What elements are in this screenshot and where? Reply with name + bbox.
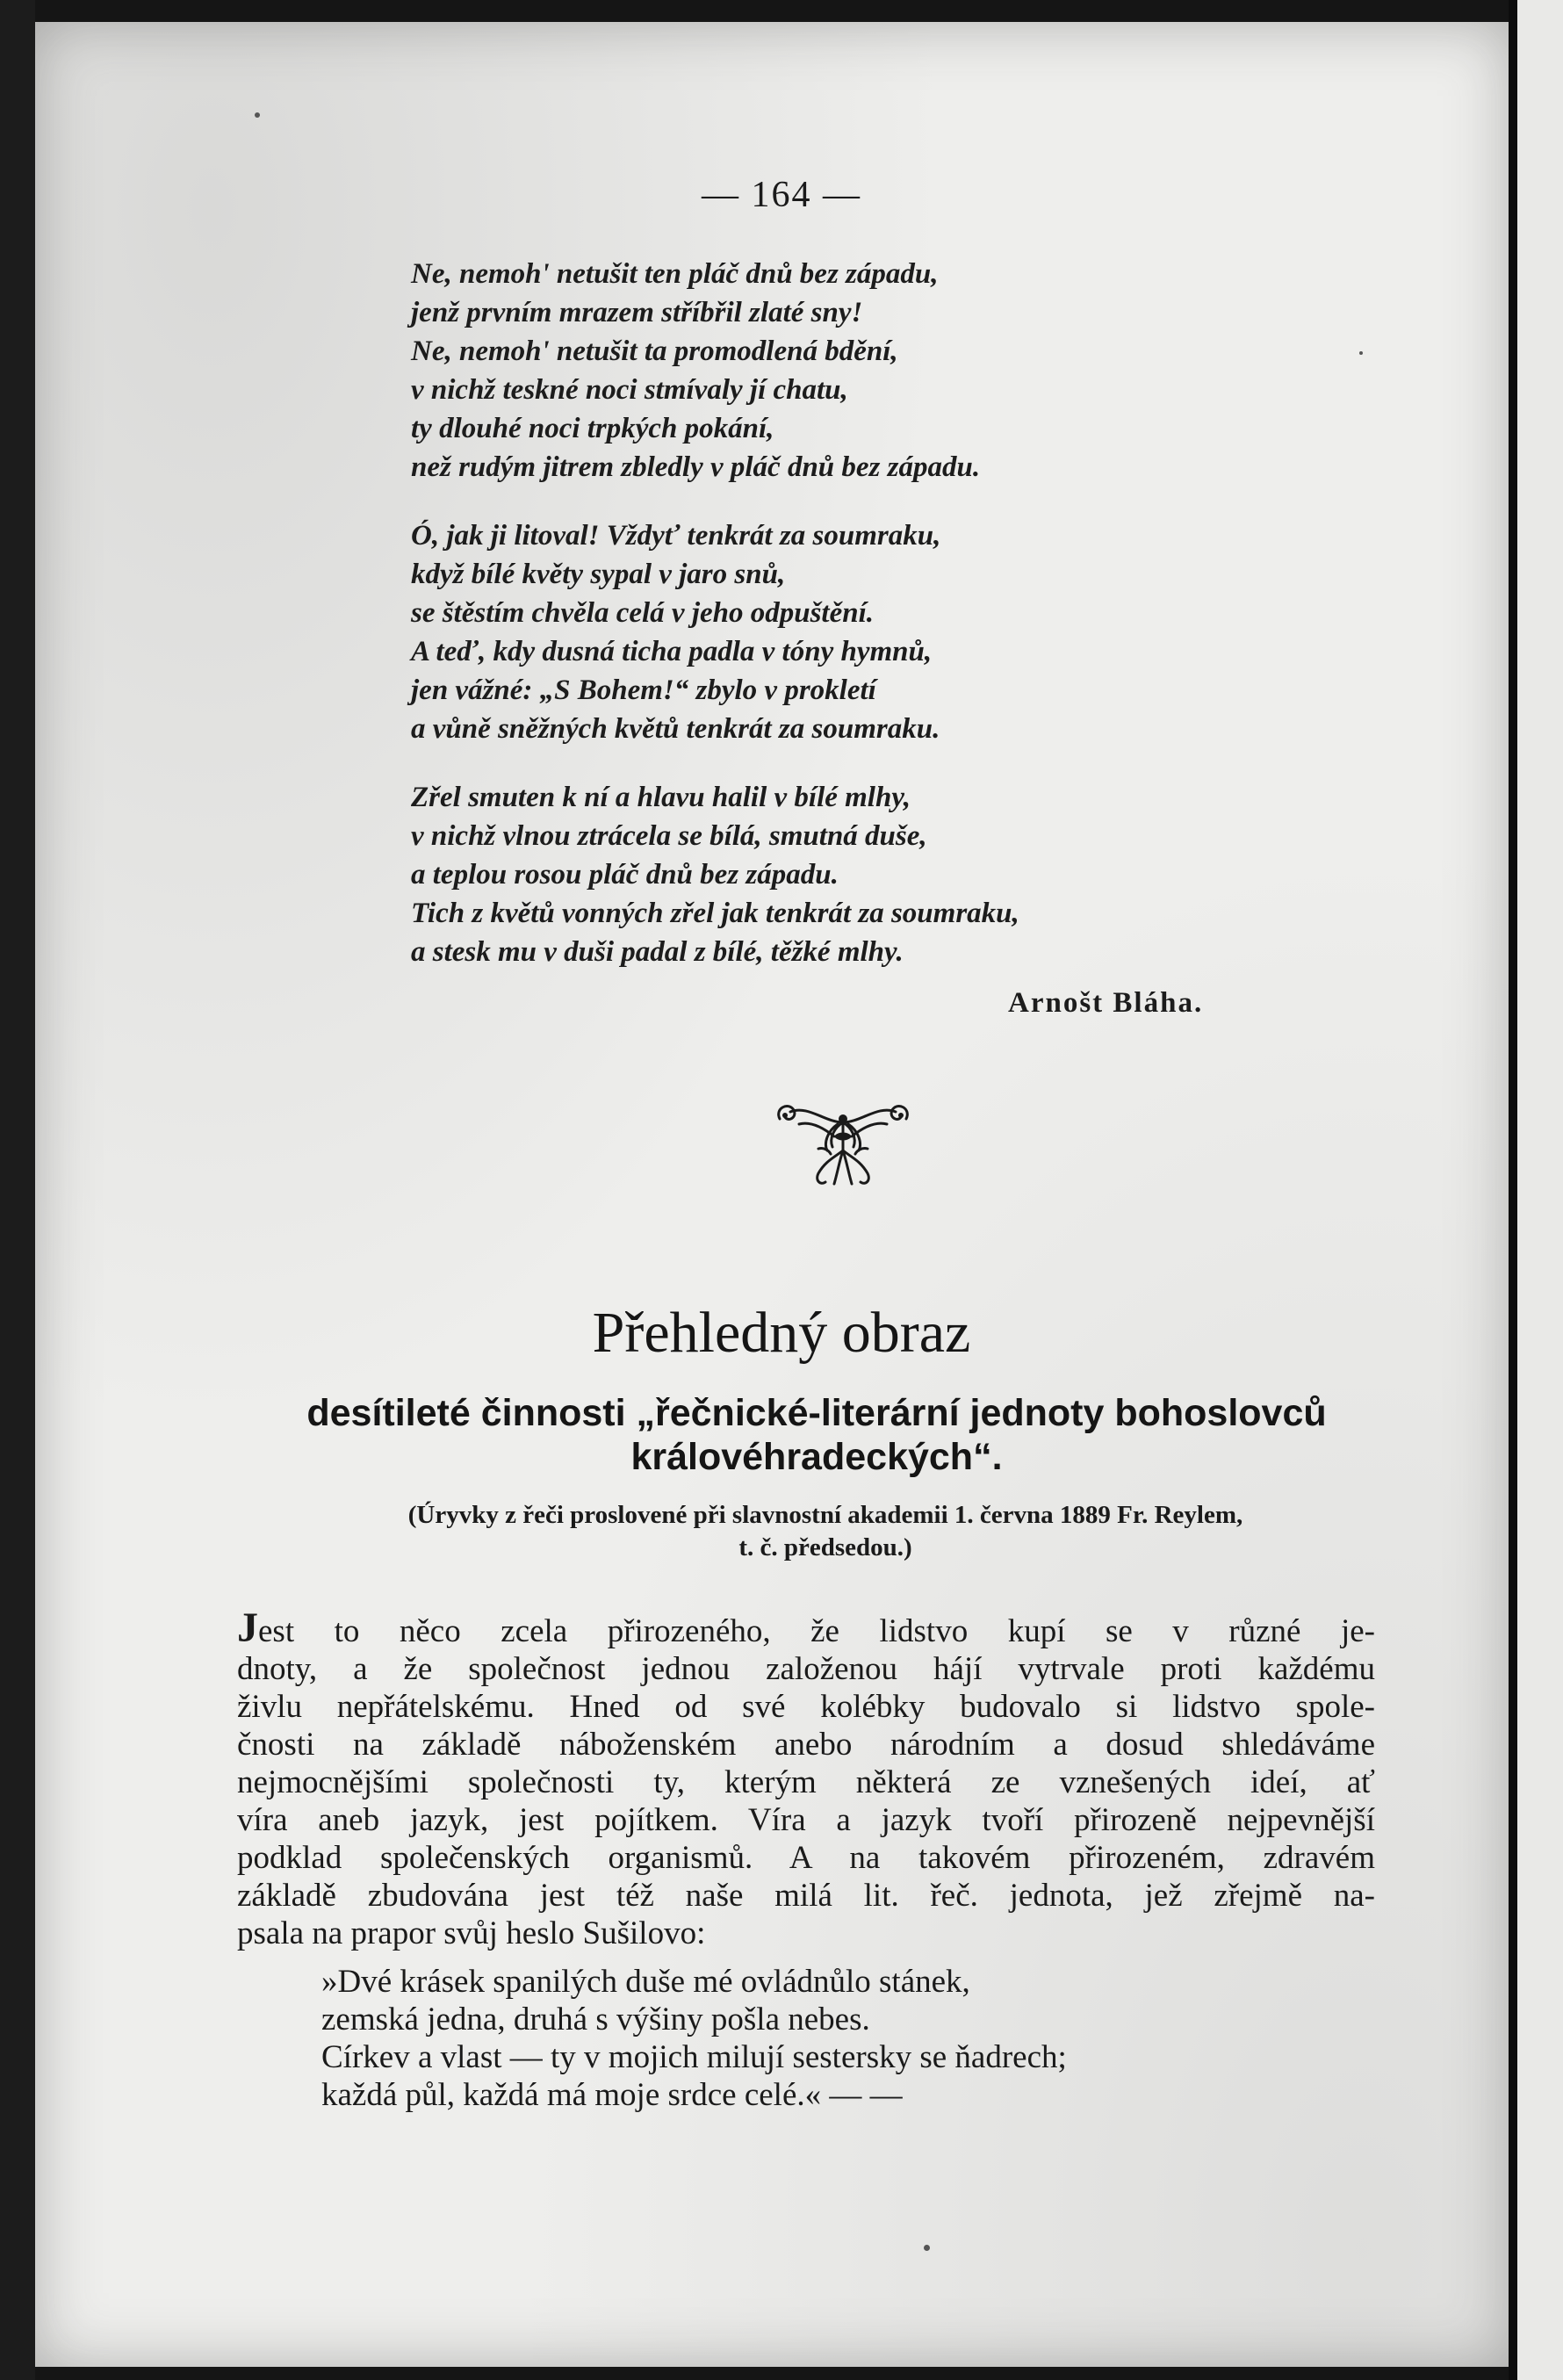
poem-line: Ó, jak ji litoval! Vždyť tenkrát za soumraku, (411, 520, 941, 552)
poem-line: Tich z květů vonných zřel jak tenkrát za soumraku, (411, 898, 1019, 929)
poem (411, 255, 1289, 1001)
poem-line: Zřel smuten k ní a hlavu halil v bílé mlhy, (411, 782, 911, 813)
body-line: psala na prapor svůj heslo Sušilovo: (237, 1915, 706, 1951)
page-edge-shadow (1509, 0, 1517, 2380)
poem-line: než rudým jitrem zbledly v pláč dnů bez západu. (411, 451, 981, 483)
poem-line: a vůně sněžných květů tenkrát za soumraku. (411, 713, 940, 745)
poem-stanza (411, 778, 1289, 971)
poem-line: jenž prvním mrazem stříbřil zlaté sny! (411, 297, 863, 328)
poem-stanza (411, 516, 1289, 748)
quote-line: zemská jedna, druhá s výšiny pošla nebes. (321, 2001, 870, 2037)
article-note-line: t. č. předsedou.) (738, 1533, 912, 1561)
quote-line: každá půl, každá má moje srdce celé.« — — (321, 2077, 903, 2113)
scan-left-border (0, 0, 35, 2380)
body-line-text: est to něco zcela přirozeného, že lidstvo kupí se v různé je- (258, 1613, 1375, 1649)
body-line: živlu nepřátelskému. Hned od své kolébky budovalo si lidstvo spole- (237, 1689, 1375, 1725)
floral-vignette-ornament (773, 1096, 913, 1193)
article-body (237, 1605, 1375, 1952)
poem-line: a stesk mu v duši padal z bílé, těžké mlhy. (411, 936, 904, 968)
body-line: nejmocnějšími společnosti ty, kterým některá ze vznešených ideí, ať (237, 1764, 1375, 1800)
paper-speck (924, 2245, 930, 2251)
poem-line: když bílé květy sypal v jaro snů, (411, 559, 786, 590)
quote-line: Církev a vlast — ty v mojich milují sestersky se ňadrech; (321, 2039, 1067, 2075)
poem-author: Arnošt Bláha. (1008, 987, 1204, 1019)
poem-stanza (411, 255, 1289, 487)
poem-line: jen vážné: „S Bohem!“ zbylo v prokletí (411, 674, 876, 706)
body-line: dnoty, a že společnost jednou založenou hájí vytrvale proti každému (237, 1651, 1375, 1687)
poem-line: Ne, nemoh' netušit ta promodlená bdění, (411, 335, 898, 367)
article-subtitle (202, 1391, 1431, 1479)
body-line: základě zbudována jest též naše milá lit. řeč. jednota, jež zřejmě na- (237, 1878, 1375, 1914)
article-note-line: (Úryvky z řeči proslovené při slavnostní akademii 1. června 1889 Fr. Reylem, (407, 1501, 1243, 1529)
body-line (237, 1605, 1375, 1651)
poem-line: v nichž teskné noci stmívaly jí chatu, (411, 374, 848, 406)
body-line: podklad společenských organismů. A na takovém přirozeném, zdravém (237, 1840, 1375, 1876)
next-page-strip (1517, 0, 1563, 2380)
poem-line: ty dlouhé noci trpkých pokání, (411, 413, 774, 444)
body-line: čnosti na základě náboženském anebo národním a dosud shledáváme (237, 1727, 1375, 1763)
quote-line: »Dvé krásek spanilých duše mé ovládnůlo stánek, (321, 1964, 970, 2000)
page-number: — 164 — (702, 175, 861, 215)
poem-line: A teď, kdy dusná ticha padla v tóny hymnů, (411, 636, 933, 667)
paper-speck (255, 112, 260, 118)
poem-line: Ne, nemoh' netušit ten pláč dnů bez západu, (411, 258, 939, 290)
body-line: víra aneb jazyk, jest pojítkem. Víra a jazyk tvoří přirozeně nejpevnější (237, 1802, 1375, 1838)
poem-line: v nichž vlnou ztrácela se bílá, smutná duše, (411, 820, 927, 852)
article-subtitle-line: královéhradeckých“. (630, 1436, 1003, 1478)
poem-line: a teplou rosou pláč dnů bez západu. (411, 859, 839, 891)
poem-line: se štěstím chvěla celá v jeho odpuštění. (411, 597, 875, 629)
quoted-verse (321, 1963, 1375, 2114)
paper-speck (1359, 351, 1363, 355)
article-title: Přehledný obraz (592, 1301, 971, 1365)
article-note (220, 1499, 1431, 1564)
article-subtitle-line: desítileté činnosti „řečnické-literární jednoty bohoslovců (306, 1392, 1327, 1434)
drop-initial: J (237, 1605, 258, 1651)
